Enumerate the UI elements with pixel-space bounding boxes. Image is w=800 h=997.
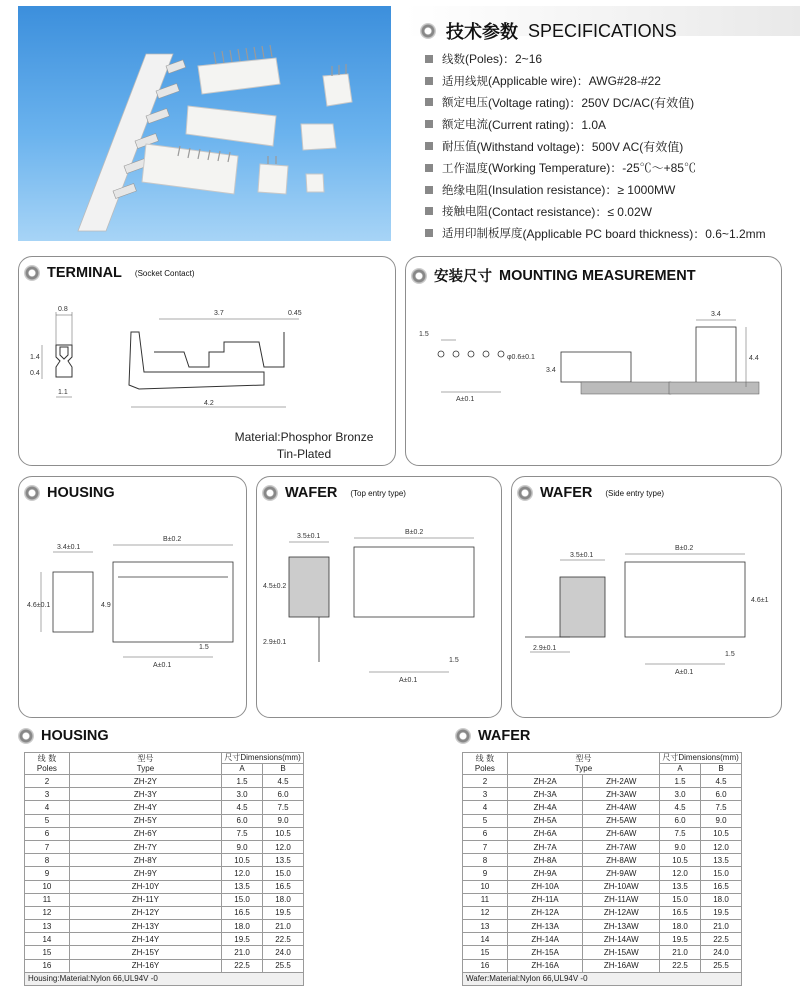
table-cell: ZH-2Y (69, 775, 221, 788)
svg-text:A±0.1: A±0.1 (153, 662, 172, 669)
spec-item: 额定电流 (Current rating)：1.0A (425, 113, 795, 135)
table-cell: ZH-5A (507, 814, 583, 827)
square-bullet-icon (425, 229, 433, 237)
table-cell: 4.5 (222, 801, 263, 814)
specs-title-zh: 技术参数 (446, 22, 518, 43)
table-cell: 4.5 (660, 801, 701, 814)
svg-text:B±0.2: B±0.2 (163, 536, 182, 543)
table-cell: 12 (25, 906, 70, 919)
table-cell: 7.5 (660, 827, 701, 840)
svg-text:4.9: 4.9 (101, 602, 111, 609)
svg-text:4.6±1: 4.6±1 (751, 597, 769, 604)
col-a: A (660, 764, 701, 775)
table-cell: 22.5 (222, 959, 263, 972)
circle-bullet-icon (24, 485, 40, 501)
wafer-top-title: WAFER (Top entry type) (262, 485, 406, 501)
table-cell: 12 (463, 906, 508, 919)
table-cell: 24.0 (701, 946, 742, 959)
col-poles: 线 数 Poles (25, 753, 70, 775)
svg-text:2.9±0.1: 2.9±0.1 (263, 639, 287, 646)
svg-text:4.2: 4.2 (204, 400, 214, 407)
table-cell: 24.0 (263, 946, 304, 959)
svg-text:1.5: 1.5 (449, 657, 459, 664)
table-cell: ZH-14A (507, 933, 583, 946)
table-cell: ZH-6Y (69, 827, 221, 840)
table-cell: 19.5 (222, 933, 263, 946)
svg-text:1.5: 1.5 (725, 651, 735, 658)
table-cell: 13 (25, 920, 70, 933)
col-poles: 线 数 Poles (463, 753, 508, 775)
table-cell: 5 (463, 814, 508, 827)
table-cell: 15.0 (263, 867, 304, 880)
table-cell: ZH-12Y (69, 906, 221, 919)
table-cell: 16 (25, 959, 70, 972)
table-cell: 10.5 (263, 827, 304, 840)
terminal-title: TERMINAL (Socket Contact) (24, 265, 195, 281)
table-row (463, 959, 742, 972)
col-dimensions: 尺寸Dimensions(mm) (222, 753, 304, 764)
table-cell: 9.0 (263, 814, 304, 827)
table-cell: 21.0 (222, 946, 263, 959)
table-row (25, 854, 304, 867)
svg-text:3.5±0.1: 3.5±0.1 (570, 552, 594, 559)
table-row (25, 788, 304, 801)
table-row (463, 788, 742, 801)
table-cell: 4 (463, 801, 508, 814)
spec-item: 耐压值 (Withstand voltage)：500V AC(有效值) (425, 135, 795, 157)
table-cell: 10.5 (222, 854, 263, 867)
housing-table-footer: Housing:Material:Nylon 66,UL94V -0 (25, 972, 304, 985)
spec-item: 适用印制板厚度 (Applicable PC board thickness)：0.6~1.2mm (425, 222, 795, 244)
table-cell: 5 (25, 814, 70, 827)
table-cell: 16 (463, 959, 508, 972)
table-cell: 10.5 (701, 827, 742, 840)
housing-title: HOUSING (24, 485, 115, 501)
table-cell: ZH-2AW (583, 775, 660, 788)
table-cell: ZH-9AW (583, 867, 660, 880)
svg-text:3.7: 3.7 (214, 310, 224, 317)
table-cell: 10 (463, 880, 508, 893)
square-bullet-icon (425, 164, 433, 172)
table-cell: 13 (463, 920, 508, 933)
table-cell: 1.5 (222, 775, 263, 788)
wafer-side-drawing (515, 532, 780, 702)
svg-text:0.45: 0.45 (288, 310, 302, 317)
table-row (463, 827, 742, 840)
table-cell: 19.5 (263, 906, 304, 919)
svg-text:1.4: 1.4 (30, 354, 40, 361)
table-cell: 7.5 (263, 801, 304, 814)
table-cell: 18.0 (701, 893, 742, 906)
circle-bullet-icon (24, 265, 40, 281)
table-cell: ZH-10AW (583, 880, 660, 893)
wafer-side-panel (511, 476, 782, 718)
table-cell: ZH-16AW (583, 959, 660, 972)
table-cell: 25.5 (701, 959, 742, 972)
table-cell: ZH-5AW (583, 814, 660, 827)
table-cell: ZH-4A (507, 801, 583, 814)
table-cell: ZH-7A (507, 840, 583, 853)
spec-item: 工作温度 (Working Temperature)：-25℃～+85℃ (425, 157, 795, 179)
table-cell: ZH-6A (507, 827, 583, 840)
svg-text:B±0.2: B±0.2 (405, 529, 424, 536)
svg-text:0.4: 0.4 (30, 370, 40, 377)
terminal-panel (18, 256, 396, 466)
table-cell: 13.5 (701, 854, 742, 867)
table-row (463, 933, 742, 946)
table-cell: ZH-3Y (69, 788, 221, 801)
table-cell: 9 (25, 867, 70, 880)
table-cell: 13.5 (222, 880, 263, 893)
table-cell: 13.5 (660, 880, 701, 893)
table-cell: 7 (463, 840, 508, 853)
table-cell: ZH-14Y (69, 933, 221, 946)
table-cell: 13.5 (263, 854, 304, 867)
svg-text:0.8: 0.8 (58, 306, 68, 313)
spec-item: 接触电阻 (Contact resistance)：≤ 0.02W (425, 201, 795, 223)
table-cell: 22.5 (263, 933, 304, 946)
spec-item: 额定电压 (Voltage rating)：250V DC/AC(有效值) (425, 92, 795, 114)
circle-bullet-icon (455, 728, 471, 744)
table-cell: ZH-8AW (583, 854, 660, 867)
table-cell: 21.0 (701, 920, 742, 933)
housing-table-title: HOUSING (18, 728, 109, 744)
table-cell: 21.0 (263, 920, 304, 933)
table-cell: 12.0 (701, 840, 742, 853)
product-photo (18, 6, 391, 241)
table-cell: ZH-11AW (583, 893, 660, 906)
col-a: A (222, 764, 263, 775)
col-type: 型号 Type (69, 753, 221, 775)
circle-bullet-icon (420, 23, 436, 39)
table-cell: 12.0 (660, 867, 701, 880)
table-cell: ZH-13A (507, 920, 583, 933)
wafer-table (462, 752, 742, 986)
terminal-drawing (24, 297, 384, 427)
table-row (25, 814, 304, 827)
table-row (25, 920, 304, 933)
table-cell: 6.0 (222, 814, 263, 827)
housing-table (24, 752, 304, 986)
table-cell: ZH-4Y (69, 801, 221, 814)
svg-text:A±0.1: A±0.1 (675, 669, 694, 676)
table-cell: 3 (463, 788, 508, 801)
svg-text:2.9±0.1: 2.9±0.1 (533, 645, 557, 652)
svg-text:4.4: 4.4 (749, 355, 759, 362)
table-cell: 12.0 (222, 867, 263, 880)
svg-text:4.5±0.2: 4.5±0.2 (263, 583, 287, 590)
specs-title (420, 18, 677, 44)
table-row (463, 775, 742, 788)
table-cell: ZH-2A (507, 775, 583, 788)
svg-text:3.4: 3.4 (546, 367, 556, 374)
table-cell: 22.5 (701, 933, 742, 946)
table-row (463, 880, 742, 893)
table-cell: 16.5 (660, 906, 701, 919)
table-row (25, 867, 304, 880)
table-cell: ZH-15AW (583, 946, 660, 959)
table-cell: 6.0 (263, 788, 304, 801)
table-row (463, 946, 742, 959)
table-cell: 2 (25, 775, 70, 788)
housing-drawing (23, 527, 243, 687)
svg-text:4.6±0.1: 4.6±0.1 (27, 602, 51, 609)
table-row (463, 867, 742, 880)
wafer-table-footer: Wafer:Material:Nylon 66,UL94V -0 (463, 972, 742, 985)
table-cell: ZH-15Y (69, 946, 221, 959)
table-row (463, 906, 742, 919)
table-cell: 19.5 (701, 906, 742, 919)
svg-text:φ0.6±0.1: φ0.6±0.1 (507, 354, 535, 361)
table-cell: ZH-5Y (69, 814, 221, 827)
table-cell: 15.0 (660, 893, 701, 906)
table-cell: ZH-7AW (583, 840, 660, 853)
table-cell: 9 (463, 867, 508, 880)
col-dimensions: 尺寸Dimensions(mm) (660, 753, 742, 764)
table-cell: 18.0 (222, 920, 263, 933)
table-row (25, 933, 304, 946)
wafer-table-title: WAFER (455, 728, 530, 744)
table-cell: ZH-15A (507, 946, 583, 959)
svg-text:1.1: 1.1 (58, 389, 68, 396)
col-type: 型号 Type (507, 753, 659, 775)
table-cell: 3.0 (222, 788, 263, 801)
table-cell: 9.0 (222, 840, 263, 853)
svg-text:3.5±0.1: 3.5±0.1 (297, 533, 321, 540)
table-cell: 1.5 (660, 775, 701, 788)
svg-text:3.4±0.1: 3.4±0.1 (57, 544, 81, 551)
square-bullet-icon (425, 120, 433, 128)
table-cell: 16.5 (222, 906, 263, 919)
table-cell: 15 (463, 946, 508, 959)
specs-title-en: SPECIFICATIONS (528, 20, 677, 41)
table-row (463, 854, 742, 867)
mounting-panel (405, 256, 782, 466)
table-row (25, 840, 304, 853)
table-row (25, 906, 304, 919)
svg-text:B±0.2: B±0.2 (675, 545, 694, 552)
table-cell: ZH-16Y (69, 959, 221, 972)
table-row (463, 814, 742, 827)
table-cell: ZH-13Y (69, 920, 221, 933)
table-cell: 15.0 (701, 867, 742, 880)
table-cell: 4 (25, 801, 70, 814)
square-bullet-icon (425, 142, 433, 150)
table-cell: ZH-8A (507, 854, 583, 867)
table-row (25, 880, 304, 893)
table-row (25, 893, 304, 906)
circle-bullet-icon (411, 268, 427, 284)
table-cell: ZH-11A (507, 893, 583, 906)
table-cell: ZH-3A (507, 788, 583, 801)
spec-item: 适用线规 (Applicable wire)：AWG#28-#22 (425, 70, 795, 92)
table-cell: 15.0 (222, 893, 263, 906)
table-cell: 6 (463, 827, 508, 840)
square-bullet-icon (425, 207, 433, 215)
table-cell: 22.5 (660, 959, 701, 972)
table-cell: ZH-9A (507, 867, 583, 880)
table-cell: 25.5 (263, 959, 304, 972)
table-cell: ZH-16A (507, 959, 583, 972)
wafer-side-title: WAFER (Side entry type) (517, 485, 664, 501)
table-cell: 16.5 (701, 880, 742, 893)
table-cell: ZH-12A (507, 906, 583, 919)
table-cell: ZH-13AW (583, 920, 660, 933)
table-cell: 7.5 (222, 827, 263, 840)
table-cell: 21.0 (660, 946, 701, 959)
square-bullet-icon (425, 98, 433, 106)
spec-item: 绝缘电阻 (Insulation resistance)：≥ 1000MW (425, 179, 795, 201)
table-row (463, 893, 742, 906)
square-bullet-icon (425, 77, 433, 85)
spec-item: 线数 (Poles)：2~16 (425, 48, 795, 70)
svg-text:1.5: 1.5 (199, 644, 209, 651)
table-row (25, 775, 304, 788)
table-cell: ZH-6AW (583, 827, 660, 840)
table-cell: 8 (463, 854, 508, 867)
table-row (25, 827, 304, 840)
table-cell: 4.5 (701, 775, 742, 788)
table-cell: 15 (25, 946, 70, 959)
table-cell: 9.0 (660, 840, 701, 853)
table-cell: ZH-9Y (69, 867, 221, 880)
table-row (463, 840, 742, 853)
table-row (463, 801, 742, 814)
mounting-title: 安装尺寸 MOUNTING MEASUREMENT (411, 265, 696, 286)
table-cell: ZH-4AW (583, 801, 660, 814)
table-cell: 6.0 (701, 788, 742, 801)
square-bullet-icon (425, 55, 433, 63)
table-cell: 18.0 (263, 893, 304, 906)
table-cell: 18.0 (660, 920, 701, 933)
table-row (25, 946, 304, 959)
table-cell: 19.5 (660, 933, 701, 946)
col-b: B (701, 764, 742, 775)
svg-text:1.5: 1.5 (419, 331, 429, 338)
svg-text:3.4: 3.4 (711, 311, 721, 318)
svg-text:A±0.1: A±0.1 (399, 677, 418, 684)
circle-bullet-icon (517, 485, 533, 501)
col-b: B (263, 764, 304, 775)
table-cell: 16.5 (263, 880, 304, 893)
circle-bullet-icon (262, 485, 278, 501)
table-cell: ZH-3AW (583, 788, 660, 801)
table-cell: 7.5 (701, 801, 742, 814)
table-cell: 2 (463, 775, 508, 788)
table-cell: 10 (25, 880, 70, 893)
circle-bullet-icon (18, 728, 34, 744)
table-cell: ZH-14AW (583, 933, 660, 946)
wafer-top-panel (256, 476, 502, 718)
table-cell: ZH-11Y (69, 893, 221, 906)
table-cell: ZH-10Y (69, 880, 221, 893)
table-row (25, 959, 304, 972)
table-cell: 11 (463, 893, 508, 906)
table-cell: 6.0 (660, 814, 701, 827)
spec-list (425, 48, 795, 244)
table-cell: ZH-8Y (69, 854, 221, 867)
table-cell: 4.5 (263, 775, 304, 788)
table-row (463, 920, 742, 933)
table-cell: 14 (463, 933, 508, 946)
table-cell: ZH-7Y (69, 840, 221, 853)
table-cell: 8 (25, 854, 70, 867)
table-row (25, 801, 304, 814)
table-cell: 3.0 (660, 788, 701, 801)
table-cell: 9.0 (701, 814, 742, 827)
terminal-material: Material:Phosphor Bronze Tin-Plated (234, 430, 374, 461)
housing-panel (18, 476, 247, 718)
wafer-top-drawing (259, 522, 499, 702)
table-cell: 12.0 (263, 840, 304, 853)
table-cell: 3 (25, 788, 70, 801)
square-bullet-icon (425, 186, 433, 194)
table-cell: 10.5 (660, 854, 701, 867)
mounting-drawing (411, 302, 771, 432)
table-cell: 11 (25, 893, 70, 906)
table-cell: 6 (25, 827, 70, 840)
table-cell: 7 (25, 840, 70, 853)
table-cell: ZH-10A (507, 880, 583, 893)
svg-text:A±0.1: A±0.1 (456, 396, 475, 403)
table-cell: ZH-12AW (583, 906, 660, 919)
table-cell: 14 (25, 933, 70, 946)
